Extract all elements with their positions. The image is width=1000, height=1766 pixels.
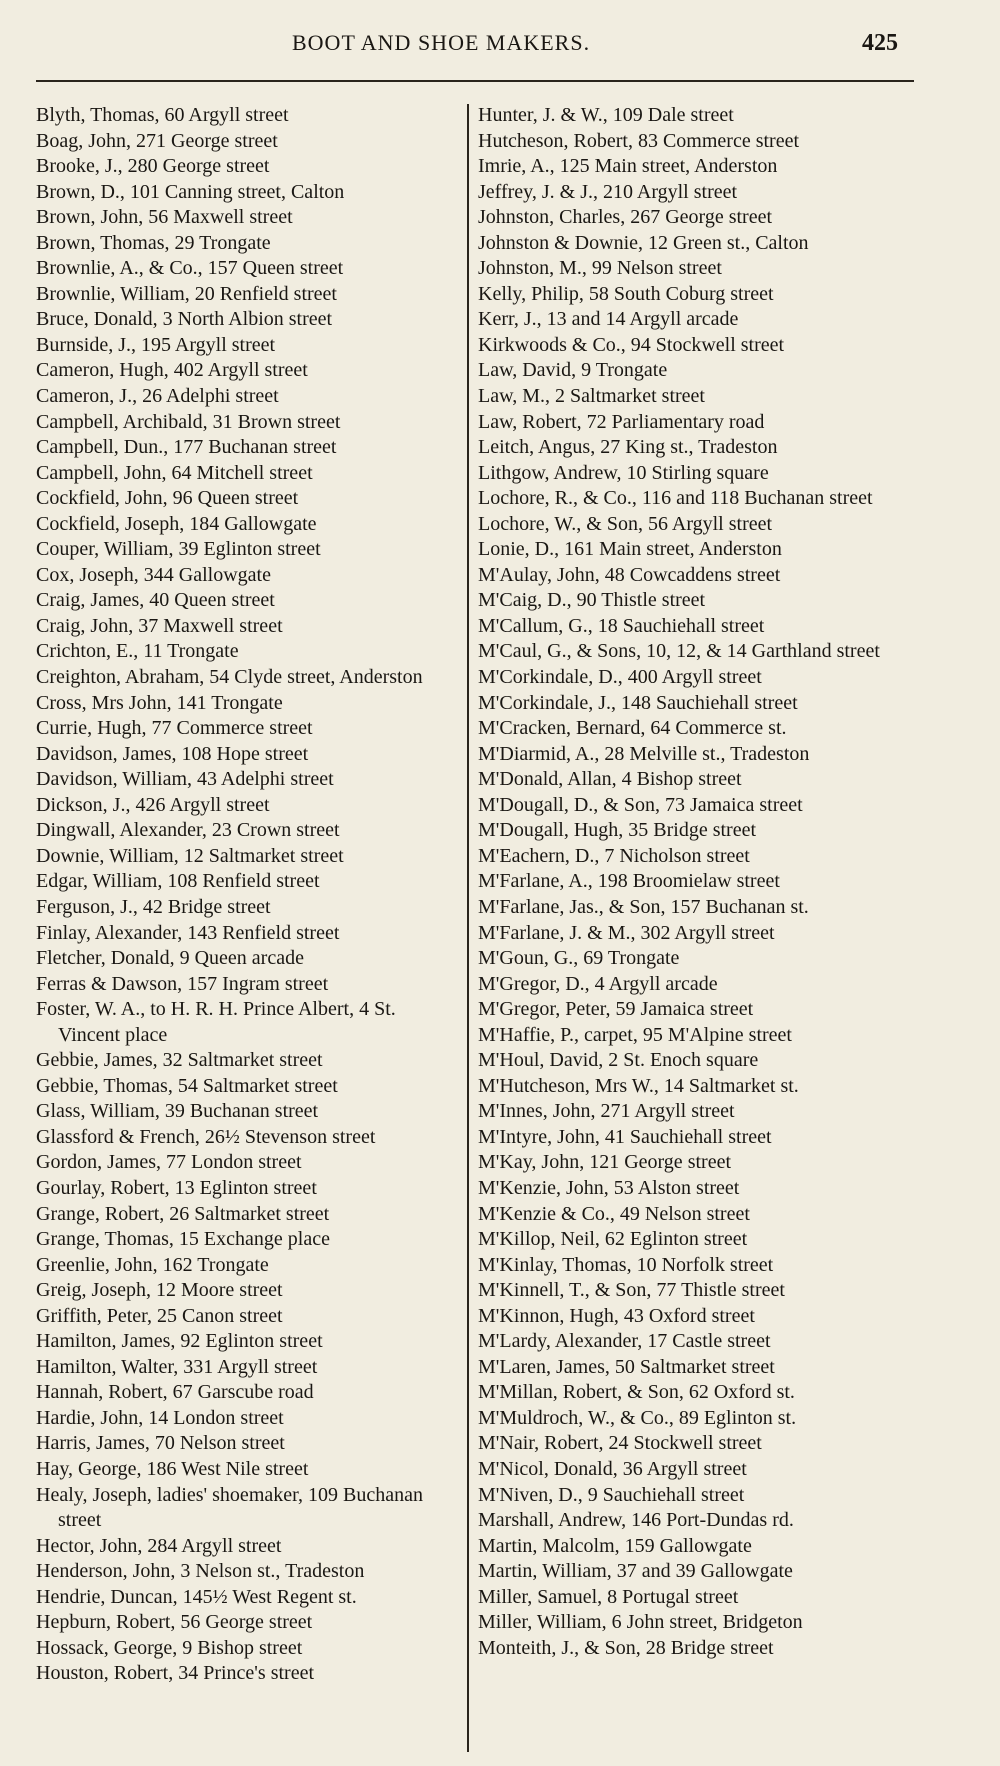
directory-entry: Fletcher, Donald, 9 Queen arcade (36, 947, 304, 970)
directory-entry: M'Kinnon, Hugh, 43 Oxford street (478, 1304, 755, 1327)
directory-entry: Jeffrey, J. & J., 210 Argyll street (478, 180, 738, 203)
directory-entry: Lonie, D., 161 Main street, Anderston (478, 538, 782, 561)
directory-entry: M'Eachern, D., 7 Nicholson street (478, 844, 750, 867)
directory-entry: Davidson, William, 43 Adelphi street (36, 768, 334, 791)
directory-entry: M'Cracken, Bernard, 64 Commerce st. (478, 717, 787, 740)
running-title: BOOT AND SHOE MAKERS. (292, 30, 591, 55)
directory-entry: Glassford & French, 26½ Stevenson street (36, 1125, 376, 1148)
directory-entry: Blyth, Thomas, 60 Argyll street (36, 104, 289, 126)
directory-entry: Ferras & Dawson, 157 Ingram street (36, 972, 329, 995)
directory-entry: Hunter, J. & W., 109 Dale street (478, 104, 734, 126)
directory-entry: Gebbie, James, 32 Saltmarket street (36, 1049, 323, 1072)
directory-entry: Hannah, Robert, 67 Garscube road (36, 1381, 314, 1404)
directory-entry: Brown, Thomas, 29 Trongate (36, 231, 271, 254)
directory-entry: Harris, James, 70 Nelson street (36, 1432, 285, 1455)
directory-entry: Lochore, R., & Co., 116 and 118 Buchanan street (478, 487, 873, 510)
directory-entry: Monteith, J., & Son, 28 Bridge street (478, 1636, 774, 1659)
directory-entry: Kelly, Philip, 58 South Coburg street (478, 282, 774, 305)
directory-entry: Cox, Joseph, 344 Gallowgate (36, 563, 271, 586)
directory-entry: Craig, James, 40 Queen street (36, 589, 275, 612)
directory-entry: Cockfield, Joseph, 184 Gallowgate (36, 512, 317, 535)
directory-entry: M'Muldroch, W., & Co., 89 Eglinton st. (478, 1406, 797, 1429)
directory-entry: Brown, John, 56 Maxwell street (36, 206, 293, 229)
directory-entry: Cross, Mrs John, 141 Trongate (36, 691, 283, 714)
directory-entry: Houston, Robert, 34 Prince's street (36, 1662, 315, 1685)
directory-entry: Hay, George, 186 West Nile street (36, 1457, 309, 1480)
directory-entry: M'Gregor, D., 4 Argyll arcade (478, 972, 718, 995)
directory-entry: Henderson, John, 3 Nelson st., Tradeston (36, 1560, 365, 1583)
directory-entry: Cameron, Hugh, 402 Argyll street (36, 359, 308, 382)
directory-entry: Martin, William, 37 and 39 Gallowgate (478, 1560, 793, 1583)
directory-entry: Kirkwoods & Co., 94 Stockwell street (478, 333, 785, 356)
directory-entry: Hamilton, James, 92 Eglinton street (36, 1330, 323, 1353)
directory-entry: Brooke, J., 280 George street (36, 155, 270, 178)
directory-entry: Downie, William, 12 Saltmarket street (36, 844, 344, 867)
directory-entry: Miller, Samuel, 8 Portugal street (478, 1585, 739, 1608)
directory-entry: Campbell, Archibald, 31 Brown street (36, 410, 341, 433)
directory-entry: Finlay, Alexander, 143 Renfield street (36, 921, 340, 944)
directory-entry: Boag, John, 271 George street (36, 129, 278, 152)
directory-entry: Ferguson, J., 42 Bridge street (36, 895, 271, 918)
directory-entry: Greig, Joseph, 12 Moore street (36, 1279, 283, 1302)
directory-entry: Currie, Hugh, 77 Commerce street (36, 717, 313, 740)
directory-entry: Law, Robert, 72 Parliamentary road (478, 410, 765, 433)
directory-entry: Miller, William, 6 John street, Bridgeton (478, 1611, 803, 1634)
directory-entry: Dickson, J., 426 Argyll street (36, 793, 270, 816)
directory-entry: Law, M., 2 Saltmarket street (478, 385, 705, 408)
directory-entry: M'Diarmid, A., 28 Melville st., Tradeston (478, 742, 810, 765)
directory-entry: M'Laren, James, 50 Saltmarket street (478, 1355, 775, 1378)
header-rule (36, 80, 914, 82)
directory-entry: Grange, Robert, 26 Saltmarket street (36, 1202, 330, 1225)
directory-entry: Law, David, 9 Trongate (478, 359, 668, 382)
directory-entry: M'Hutcheson, Mrs W., 14 Saltmarket st. (478, 1074, 799, 1097)
directory-entry: M'Callum, G., 18 Sauchiehall street (478, 614, 765, 637)
directory-entry: M'Haffie, P., carpet, 95 M'Alpine street (478, 1023, 792, 1046)
directory-entry: Hector, John, 284 Argyll street (36, 1534, 282, 1557)
directory-entry: Hamilton, Walter, 331 Argyll street (36, 1355, 318, 1378)
directory-entry: M'Goun, G., 69 Trongate (478, 947, 680, 970)
directory-entry: Brownlie, William, 20 Renfield street (36, 282, 337, 305)
page-header (0, 26, 1000, 66)
directory-entry: M'Dougall, Hugh, 35 Bridge street (478, 819, 757, 842)
directory-entry: M'Killop, Neil, 62 Eglinton street (478, 1228, 748, 1251)
directory-entry: Brown, D., 101 Canning street, Calton (36, 180, 345, 203)
directory-entry: M'Intyre, John, 41 Sauchiehall street (478, 1125, 772, 1148)
page-number: 425 (862, 30, 898, 56)
left-column (36, 103, 461, 1687)
directory-entry: M'Corkindale, J., 148 Sauchiehall street (478, 691, 798, 714)
directory-entry: Lochore, W., & Son, 56 Argyll street (478, 512, 773, 535)
directory-entry: M'Kinnell, T., & Son, 77 Thistle street (478, 1279, 785, 1302)
directory-entry: Edgar, William, 108 Renfield street (36, 870, 320, 893)
directory-entry: Craig, John, 37 Maxwell street (36, 614, 283, 637)
directory-entry: M'Millan, Robert, & Son, 62 Oxford st. (478, 1381, 795, 1404)
directory-entry: M'Caig, D., 90 Thistle street (478, 589, 706, 612)
directory-entry: Crichton, E., 11 Trongate (36, 640, 239, 663)
directory-entry: Grange, Thomas, 15 Exchange place (36, 1228, 330, 1251)
directory-entry: Cameron, J., 26 Adelphi street (36, 385, 279, 408)
directory-entry: M'Corkindale, D., 400 Argyll street (478, 666, 762, 689)
directory-entry: Bruce, Donald, 3 North Albion street (36, 308, 333, 331)
directory-entry: Hendrie, Duncan, 145½ West Regent st. (36, 1585, 357, 1608)
directory-entry: Johnston & Downie, 12 Green st., Calton (478, 231, 809, 254)
directory-entry: Hutcheson, Robert, 83 Commerce street (478, 129, 800, 152)
directory-entry: Gourlay, Robert, 13 Eglinton street (36, 1176, 317, 1199)
directory-entry: M'Kay, John, 121 George street (478, 1151, 731, 1174)
directory-entry: Imrie, A., 125 Main street, Anderston (478, 155, 778, 178)
directory-entry: Hardie, John, 14 London street (36, 1406, 284, 1429)
directory-entry: Johnston, Charles, 267 George street (478, 206, 773, 229)
directory-entry: M'Lardy, Alexander, 17 Castle street (478, 1330, 771, 1353)
directory-entry: Greenlie, John, 162 Trongate (36, 1253, 269, 1276)
directory-entry: Couper, William, 39 Eglinton street (36, 538, 321, 561)
directory-entry: M'Farlane, A., 198 Broomielaw street (478, 870, 780, 893)
directory-entry: Gordon, James, 77 London street (36, 1151, 302, 1174)
directory-entry: Hepburn, Robert, 56 George street (36, 1611, 313, 1634)
directory-entry: M'Farlane, Jas., & Son, 157 Buchanan st. (478, 895, 809, 918)
directory-entry: M'Innes, John, 271 Argyll street (478, 1100, 735, 1123)
directory-entry: M'Kenzie & Co., 49 Nelson street (478, 1202, 750, 1225)
directory-entry: M'Niven, D., 9 Sauchiehall street (478, 1483, 745, 1506)
directory-entry: Burnside, J., 195 Argyll street (36, 333, 276, 356)
directory-entry: M'Donald, Allan, 4 Bishop street (478, 768, 742, 791)
directory-entry: Campbell, John, 64 Mitchell street (36, 461, 313, 484)
directory-entry: Foster, W. A., to H. R. H. Prince Albert, 4 St. Vincent place (36, 998, 396, 1046)
directory-entry: Glass, William, 39 Buchanan street (36, 1100, 319, 1123)
directory-entry: Brownlie, A., & Co., 157 Queen street (36, 257, 344, 280)
directory-entry: M'Dougall, D., & Son, 73 Jamaica street (478, 793, 803, 816)
directory-entry: M'Caul, G., & Sons, 10, 12, & 14 Garthland street (478, 640, 880, 663)
directory-entry: Creighton, Abraham, 54 Clyde street, Anderston (36, 666, 423, 689)
directory-entry: Hossack, George, 9 Bishop street (36, 1636, 303, 1659)
directory-entry: M'Farlane, J. & M., 302 Argyll street (478, 921, 775, 944)
directory-entry: M'Nicol, Donald, 36 Argyll street (478, 1457, 747, 1480)
directory-entry: Healy, Joseph, ladies' shoemaker, 109 Buchanan street (36, 1483, 423, 1532)
directory-entry: Campbell, Dun., 177 Buchanan street (36, 436, 337, 459)
directory-entry: Dingwall, Alexander, 23 Crown street (36, 819, 340, 842)
directory-entry: M'Houl, David, 2 St. Enoch square (478, 1049, 759, 1072)
directory-entry: M'Kinlay, Thomas, 10 Norfolk street (478, 1253, 774, 1276)
directory-entry: M'Aulay, John, 48 Cowcaddens street (478, 563, 781, 586)
directory-entry: Martin, Malcolm, 159 Gallowgate (478, 1534, 752, 1557)
right-column (478, 103, 918, 1661)
directory-entry: Kerr, J., 13 and 14 Argyll arcade (478, 308, 739, 331)
directory-entry: Cockfield, John, 96 Queen street (36, 487, 299, 510)
directory-entry: M'Nair, Robert, 24 Stockwell street (478, 1432, 762, 1455)
directory-entry: Leitch, Angus, 27 King st., Tradeston (478, 436, 778, 459)
directory-entry: Griffith, Peter, 25 Canon street (36, 1304, 283, 1327)
directory-entry: Johnston, M., 99 Nelson street (478, 257, 722, 280)
directory-entry: Marshall, Andrew, 146 Port-Dundas rd. (478, 1509, 794, 1532)
directory-entry: M'Kenzie, John, 53 Alston street (478, 1176, 740, 1199)
directory-entry: M'Gregor, Peter, 59 Jamaica street (478, 998, 754, 1021)
directory-entry: Lithgow, Andrew, 10 Stirling square (478, 461, 769, 484)
directory-entry: Davidson, James, 108 Hope street (36, 742, 309, 765)
column-divider (467, 104, 469, 1752)
directory-entry: Gebbie, Thomas, 54 Saltmarket street (36, 1074, 338, 1097)
